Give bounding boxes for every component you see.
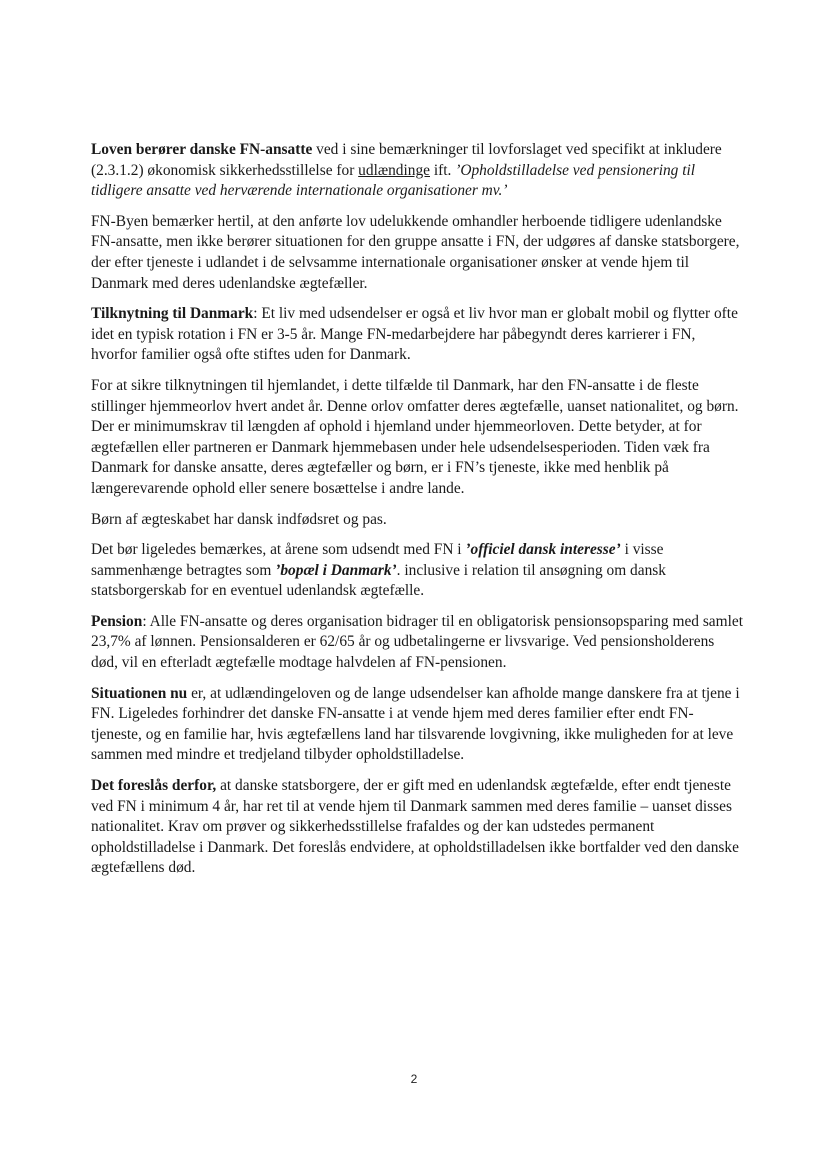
paragraph-pension (91, 612, 743, 674)
italic-quote: ’Opholdstilladelse ved pensionering til tidligere ansatte ved herværende internationale organisationer mv.’ (91, 161, 696, 200)
paragraph-current-situation (91, 684, 743, 766)
paragraph-text: . inclusive i relation til ansøgning om dansk statsborgerskab for en eventuel udenlandsk ægtefælle. (91, 561, 666, 600)
paragraph-fn-byen-remarks (91, 212, 743, 294)
paragraph-text: FN-Byen bemærker hertil, at den anførte lov udelukkende omhandler herboende tidligere udenlandske FN-ansatte, men ikke berører situationen for den gruppe ansatte i FN, der udgøres af danske statsborgere, der efter tjeneste i udlandet i de selvsamme internationale organisationer ønsker at vende hjem til Danmark med deres udenlandske ægtefæller. (91, 212, 740, 292)
paragraph-text: er, at udlændingeloven og de lange udsendelser kan afholde mange danskere fra at tjene i FN. Ligeledes forhindrer det danske FN-ansatte i at vende hjem med deres familier efter endt FN-tjeneste, og en familie har, hvis ægtefællens land har tilsvarende lovgivning, ikke muligheden for at leve sammen med mindre et tredjeland tilbyder opholdstilladelse. (91, 684, 740, 764)
paragraph-children-citizenship (91, 510, 743, 531)
paragraph-lead: Loven berører danske FN-ansatte (91, 141, 313, 158)
paragraph-law-affects (91, 140, 743, 202)
paragraph-text: : Et liv med udsendelser er også et liv hvor man er globalt mobil og flytter ofte idet en typisk rotation i FN er 3-5 år. Mange FN-medarbejdere har påbegyndt deres karrierer i FN, hvorfor familier også ofte stiftes uden for Danmark. (91, 305, 738, 364)
paragraph-text: For at sikre tilknytningen til hjemlandet, i dette tilfælde til Danmark, har den FN-ansatte i de fleste stillinger hjemmeorlov hvert andet år. Denne orlov omfatter deres ægtefælle, uanset nationalitet, og børn. Der er minimumskrav til længden af ophold i hjemland under hjemmeorloven. Dette betyder, at for ægtefællen eller partneren er Danmark hjemmebasen under hele udsendelsesperioden. Tiden væk fra Danmark for danske ansatte, deres ægtefæller og børn, er i FN’s tjeneste, ikke med henblik på længerevarende ophold eller senere bosættelse i andre lande. (91, 376, 739, 497)
underlined-term: udlændinge (358, 161, 430, 179)
paragraph-text: : Alle FN-ansatte og deres organisation bidrager til en obligatorisk pensionsopsparing med samlet 23,7% af lønnen. Pensionsalderen er 62/65 år og udbetalingerne er livsvarige. Ved pensionsholderens død, vil en efterladt ægtefælle modtage halvdelen af FN-pensionen. (91, 612, 743, 672)
paragraph-home-leave (91, 376, 743, 500)
italic-quote: ’officiel dansk interesse’ (465, 541, 621, 559)
page-number: 2 (410, 1072, 418, 1086)
italic-quote: ’bopæl i Danmark’ (275, 561, 397, 579)
paragraph-text: ift. (430, 161, 456, 179)
paragraph-text: Børn af ægteskabet har dansk indfødsret og pas. (91, 510, 387, 528)
paragraph-lead: Det foreslås derfor, (91, 777, 217, 795)
paragraph-proposal (91, 776, 743, 879)
paragraph-text: ved i sine bemærkninger til lovforslaget ved specifikt at inkludere (2.3.1.2) økonomisk sikkerhedsstillelse for (91, 141, 722, 179)
paragraph-lead: Tilknytning til Danmark (91, 305, 254, 323)
document-body (91, 140, 743, 889)
paragraph-official-interest (91, 540, 743, 602)
paragraph-text: at danske statsborgere, der er gift med en udenlandsk ægtefælde, efter endt tjeneste ved FN i minimum 4 år, har ret til at vende hjem til Danmark sammen med deres familie – uanset disses nationalitet. Krav om prøver og sikkerhedsstillelse frafaldes og der kan udstedes permanent opholdstilladelse i Danmark. Det foreslås endvidere, at opholdstilladelsen ikke bortfalder ved den danske ægtefællens død. (91, 777, 739, 877)
paragraph-lead: Pension (91, 612, 143, 630)
paragraph-text: Det bør ligeledes bemærkes, at årene som udsendt med FN i (91, 541, 466, 559)
paragraph-text: i visse sammenhænge betragtes som (91, 541, 664, 579)
paragraph-lead: Situationen nu (91, 684, 188, 702)
paragraph-connection-to-denmark (91, 304, 743, 366)
